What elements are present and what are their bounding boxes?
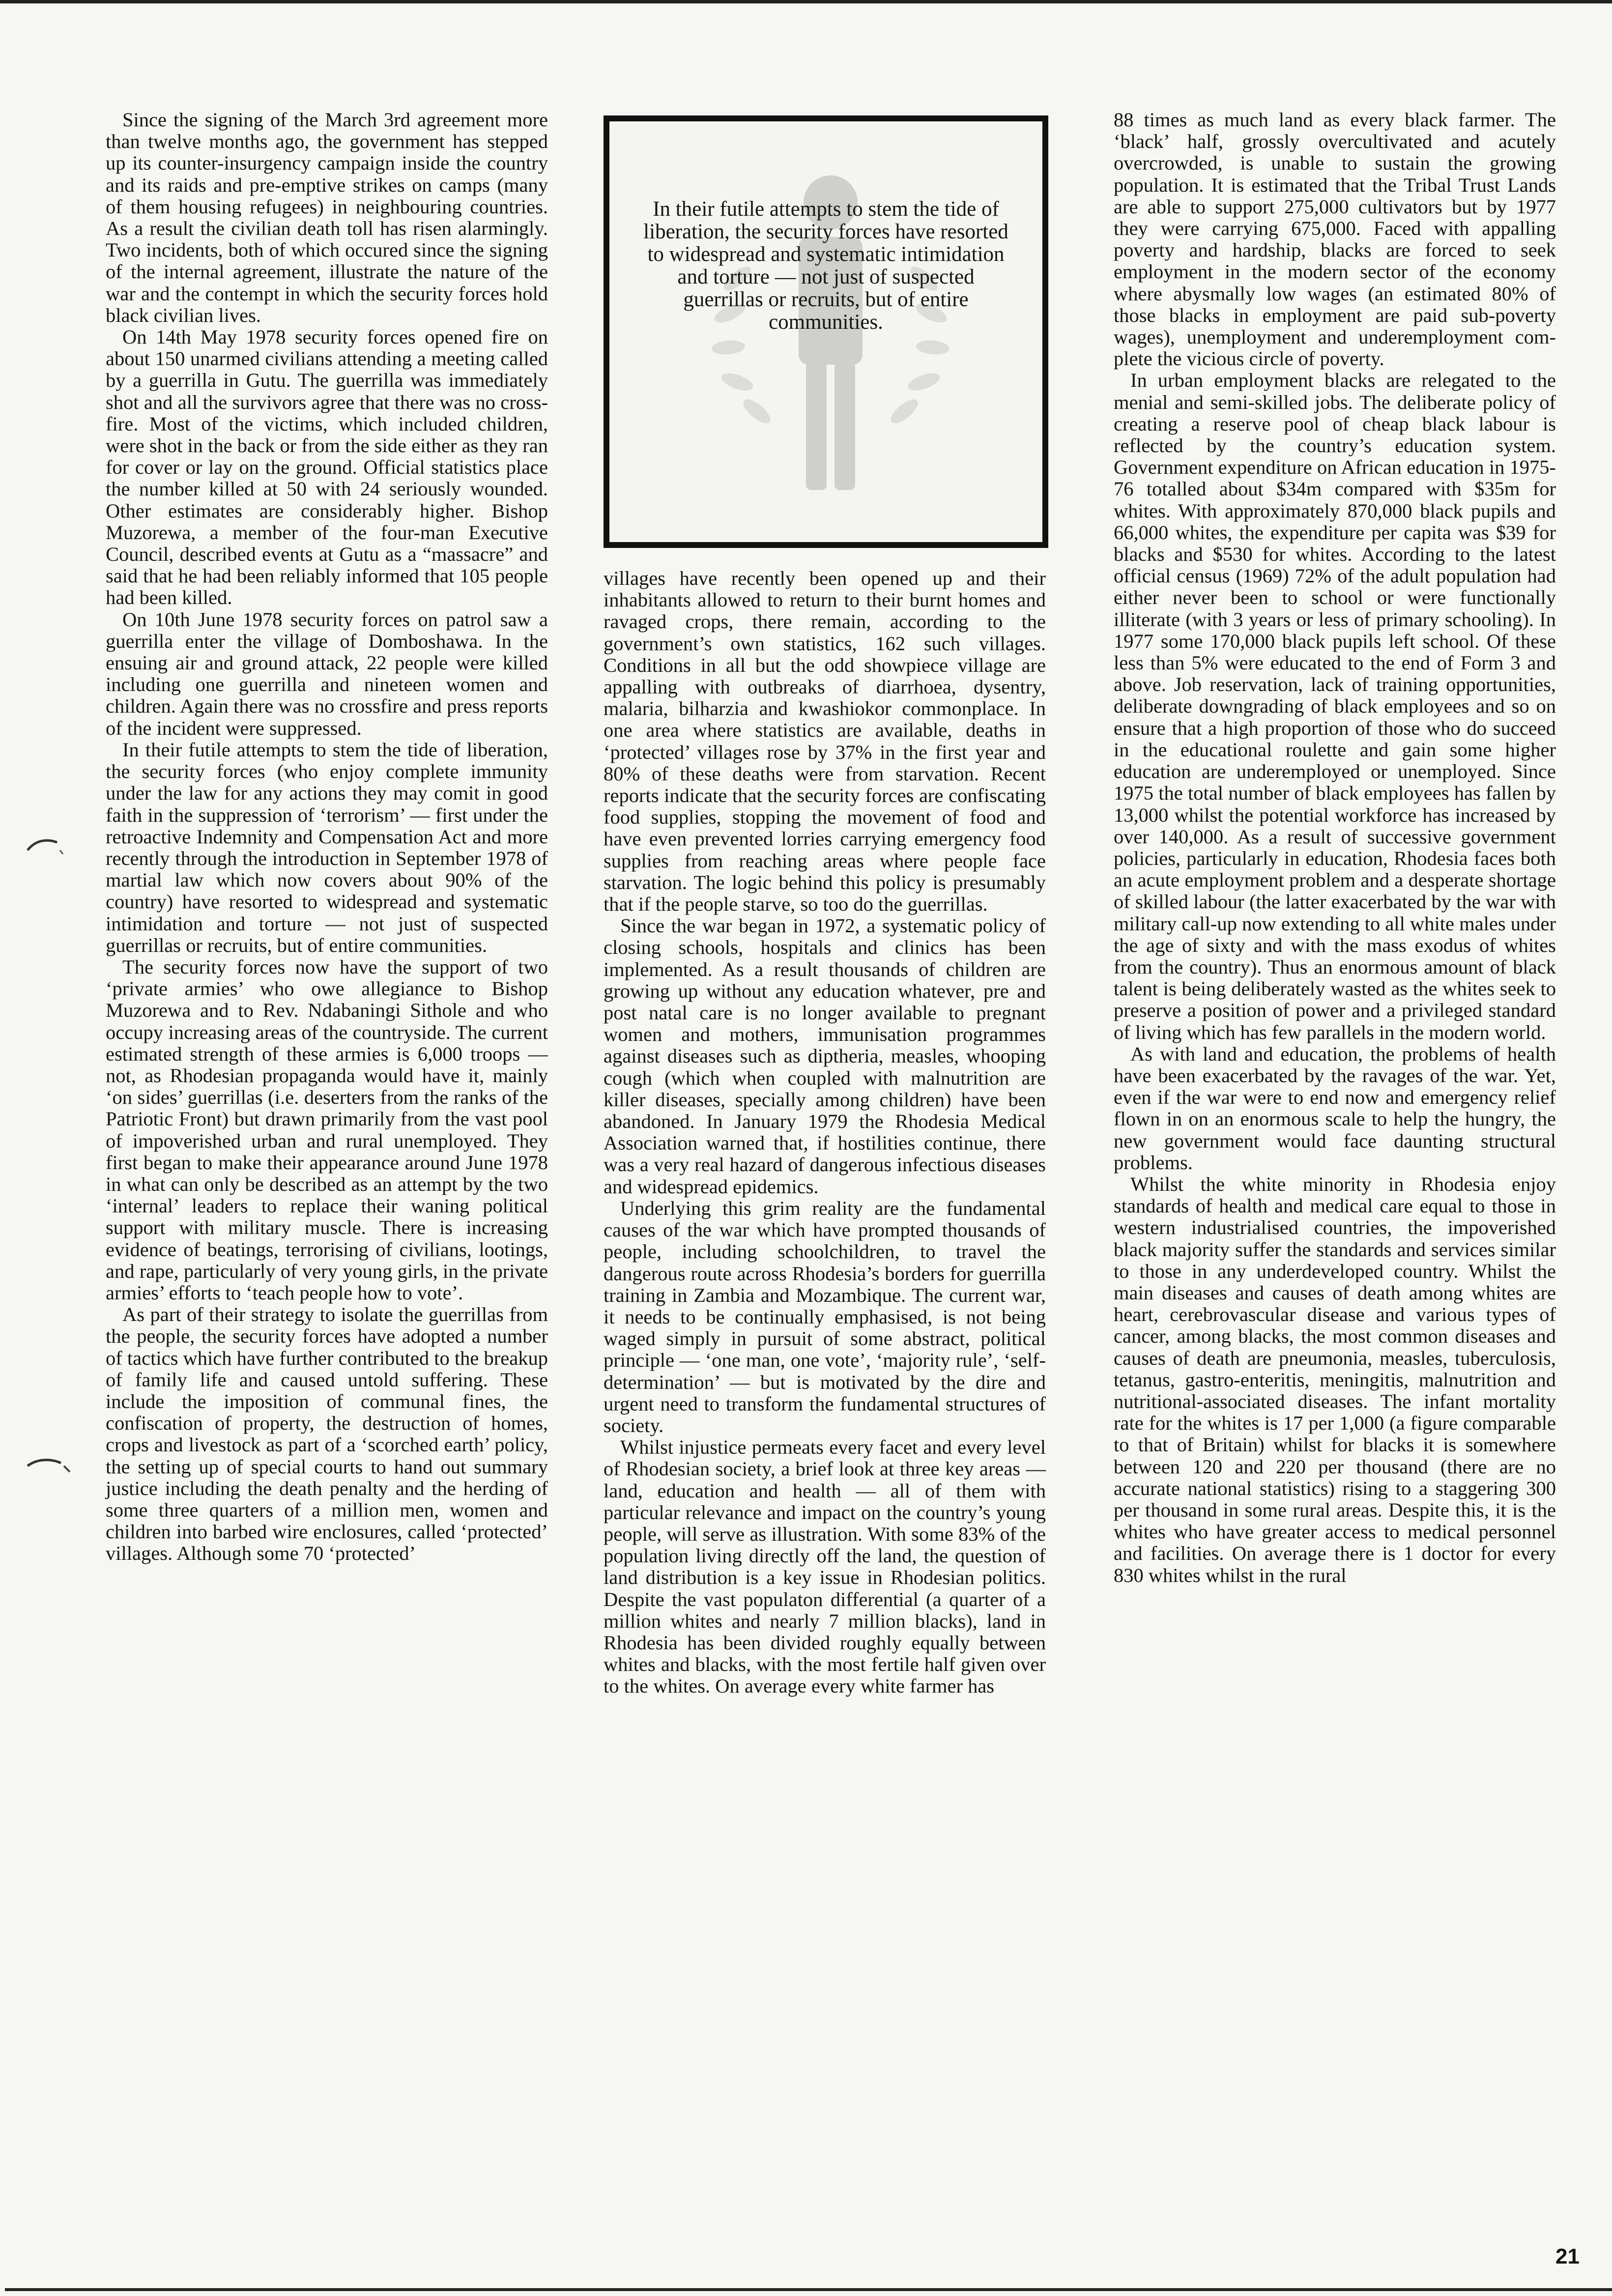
paragraph: Whilst the white minority in Rhodesia enjoy standards of health and medical care equal to those in western industrialised countries, the impoverished black majority suffer the standards and services similar to those in any underdeveloped country. Whilst the main diseases and causes of death among whites are heart, cerebrovascular disease and various types of cancer, among blacks, the most common diseases and causes of death are pneumonia, measles, tuberculosis, tetanus, gastro-enteritis, meningitis, malnutrition and nutritional-associated diseases. The infant mortality rate for the whites is 17 per 1,000 (a figure comparable to that of Britain) whilst for blacks it is somewhere between 120 and 220 per thousand (there are no accurate national statistics) rising to a staggering 300 per thousand in some rural areas. Despite this, it is the whites who have greater access to medical personnel and facilities. On average there is 1 doctor for every 830 whites whilst in the rural [1114,1173,1556,1586]
pull-quote-text: In their futile attempts to stem the tide of liberation, the security forces have resorted to widespread and systematic intimidation and torture — not just of suspected guerrillas or recruits, but of entire communities. [643,198,1008,334]
paragraph: In urban employment blacks are relegated to the menial and semi-skilled jobs. The deliberate policy of creating a reserve pool of cheap black labour is reflected by the country’s education system. Government expenditure on African education in 1975-76 totalled about $34m compared with $35m for whites. With approximately 870,000 black pupils and 66,000 whites, the expenditure per capita was $39 for blacks and $530 for whites. According to the latest official census (1969) 72% of the adult population had either never been to school or were functionally illiterate (with 3 years or less of primary schooling). In 1977 some 170,000 black pupils left school. Of these less than 5% were educated to the end of Form 3 and above. Job reservation, lack of training opportunities, deliberate downgrading of black employees and so on ensure that a high proportion of those who do succeed in the educational roulette and gain some higher education are underemployed or unemployed. Since 1975 the total number of black employees has fallen by 13,000 whilst the potential workforce has increased by over 140,000. As a result of successive government policies, particularly in education, Rhodesia faces both an acute employment problem and a desperate shortage of skilled labour (the latter exacerbated by the war with military call-up now extending to all white males under the age of sixty and with the mass exodus of whites from the country). Thus an enormous amount of black talent is being deliberately wasted as the whites seek to preserve a position of power and a privileged standard of living which has few parallels in the modern world. [1114,369,1556,1043]
paragraph: As part of their strategy to isolate the guerrillas from the people, the security forces have adopted a number of tactics which have further contributed to the breakup of family life and caused untold suffering. These include the imposition of communal fines, the confiscation of property, the destruction of homes, crops and livestock as part of a ‘scorched earth’ policy, the setting up of special courts to hand out summary justice including the death penalty and the herding of some three quarters of a million men, women and children into barbed wire enclosures, called ‘protected’ villages. Although some 70 ‘protected’ [106,1303,548,1565]
article-column-1 [106,109,548,1565]
page-number: 21 [1555,2244,1580,2268]
paragraph: 88 times as much land as every black farmer. The ‘black’ half, grossly overcultivated and acutely overcrowded, is unable to sustain the growing population. It is estimated that the Tribal Trust Lands are able to support 275,000 cultivators but by 1977 they were carrying 675,000. Faced with appalling poverty and hardship, blacks are forced to seek employment in the modern sector of the economy where abysmally low wages (an estimated 80% of those blacks in employment are paid sub-poverty wages), unemployment and underemployment complete the vicious circle of poverty. [1114,109,1556,370]
pull-quote-box [604,115,1048,548]
paragraph: On 14th May 1978 security forces opened fire on about 150 unarmed civilians attending a meeting called by a guerrilla in Gutu. The guerrilla was immediately shot and all the survivors agree that there was no crossfire. Most of the victims, which included children, were shot in the back or from the side either as they ran for cover or lay on the ground. Official statistics place the number killed at 50 with 24 seriously wounded. Other estimates are considerably higher. Bishop Muzorewa, a member of the four-man Executive Council, described events at Gutu as a “massacre” and said that he had been reliably informed that 105 people had been killed. [106,326,548,609]
margin-pencil-mark-upper [27,835,66,855]
paragraph: Underlying this grim reality are the fundamental causes of the war which have prompted thousands of people, including schoolchildren, to travel the dangerous route across Rhodesia’s borders for guerrilla training in Zambia and Mozambique. The current war, it needs to be continually emphasised, is not being waged simply in pursuit of some abstract, political principle — ‘one man, one vote’, ‘majority rule’, ‘self-determination’ — but is motivated by the dire and urgent need to transform the fundamental structures of society. [604,1197,1046,1436]
page-top-rule [0,0,1612,3]
paragraph: In their futile attempts to stem the tide of liberation, the security forces (who enjoy complete immunity under the law for any actions they may comit in good faith in the suppression of ‘terrorism’ — first under the retroactive Indemnity and Compensation Act and more recently through the introduction in September 1978 of martial law which now covers about 90% of the country) have resorted to widespread and systematic intimidation and torture — not just of suspected guerrillas or recruits, but of entire communities. [106,738,548,956]
paragraph: Since the war began in 1972, a systematic policy of closing schools, hospitals and clinics has been implemented. As a result thousands of children are growing up without any education whatever, pre and post natal care is no longer available to pregnant women and mothers, immunisation programmes against diseases such as diptheria, measles, whooping cough (which when coupled with malnutrition are killer diseases, specially among children) have been abandoned. In January 1979 the Rhodesia Medical Association warned that, if hostilities continue, there was a very real hazard of dangerous infectious diseases and widespread epidemics. [604,915,1046,1198]
article-column-2 [604,568,1046,1697]
page-bottom-rule [5,2288,1612,2291]
margin-pencil-mark-lower [27,1457,76,1477]
paragraph: villages have recently been opened up and their inhabitants allowed to return to their burnt homes and ravaged crops, there remain, according to the government’s own statistics, 162 such villages. Conditions in all but the odd showpiece village are appalling with outbreaks of diarrhoea, dysentry, malaria, bilharzia and kwashiokor commonplace. In one area where statistics are available, deaths in ‘protected’ villages rose by 37% in the first year and 80% of these deaths were from starvation. Recent reports indicate that the security forces are confiscating food supplies, stopping the movement of food and have even prevented lorries carrying emergency food supplies from reaching areas where people face starvation. The logic behind this policy is presumably that if the people starve, so too do the guerrillas. [604,567,1046,916]
paragraph: The security forces now have the support of two ‘private armies’ who owe allegiance to Bishop Muzorewa and to Rev. Ndabaningi Sithole and who occupy increasing areas of the countryside. The current estimated strength of these armies is 6,000 troops — not, as Rhodesian propaganda would have it, mainly ‘on sides’ guerrillas (i.e. deserters from the ranks of the Patriotic Front) but drawn primarily from the vast pool of impoverished urban and rural unemployed. They first began to make their appearance around June 1978 in what can only be described as an attempt by the two ‘internal’ leaders to replace their waning political support with military muscle. There is increasing evidence of beatings, terrorising of civilians, lootings, and rape, particularly of very young girls, in the private armies’ efforts to ‘teach people how to vote’. [106,955,548,1304]
paragraph: On 10th June 1978 security forces on patrol saw a guerrilla enter the village of Domboshawa. In the ensuing air and ground attack, 22 people were killed including one guerrilla and nineteen women and children. Again there was no crossfire and press reports of the incident were suppressed. [106,608,548,739]
article-column-3 [1114,109,1556,1586]
paragraph: Whilst injustice permeats every facet and every level of Rhodesian society, a brief look at three key areas — land, education and health — all of them with particular relevance and impact on the country’s young people, will serve as illustration. With some 83% of the population living directly off the land, the question of land distribution is a key issue in Rhodesian politics. Despite the vast populaton differential (a quarter of a million whites and nearly 7 million blacks), land in Rhodesia has been divided roughly equally between whites and blacks, with the most fertile half given over to the whites. On average every white farmer has [604,1436,1046,1697]
paragraph: As with land and education, the problems of health have been exacerbated by the ravages of the war. Yet, even if the war were to end now and emergency relief flown in on an enormous scale to help the hungry, the new government would face daunting structural problems. [1114,1042,1556,1174]
paragraph: Since the signing of the March 3rd agreement more than twelve months ago, the government has stepped up its counter-insurgency campaign inside the country and its raids and pre-emptive strikes on camps (many of them housing refugees) in neighbouring countries. As a result the civilian death toll has risen alarmingly. Two incidents, both of which occured since the signing of the internal agreement, illustrate the nature of the war and the contempt in which the security forces hold black civilian lives. [106,109,548,326]
